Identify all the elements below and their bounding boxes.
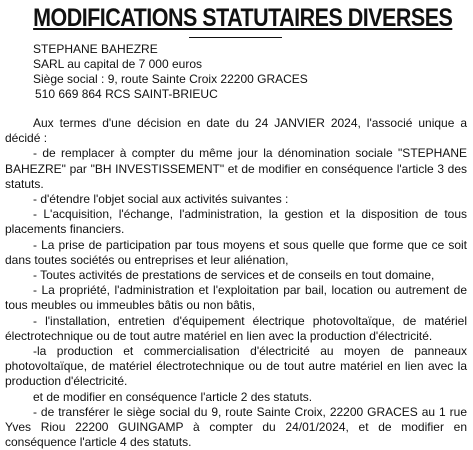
notice-paragraph: - L'acquisition, l'échange, l'administration, la gestion et la disposition de tous placements financiers. <box>5 207 467 237</box>
notice-paragraph: - de remplacer à compter du même jour la dénomination sociale "STEPHANE BAHEZRE" par "BH INVESTISSEMENT" et de modifier en conséquence l'article 3 des statuts. <box>5 146 467 191</box>
title-divider <box>189 37 282 38</box>
notice-paragraph: - d'étendre l'objet social aux activités suivantes : <box>33 192 289 207</box>
company-office: Siège social : 9, route Sainte Croix 22200 GRACES <box>33 72 308 86</box>
notice-title: MODIFICATIONS STATUTAIRES DIVERSES <box>33 4 453 32</box>
notice-paragraph: et de modifier en conséquence l'article 2 des statuts. <box>33 389 313 404</box>
notice-paragraph: - La propriété, l'administration et l'exploitation par bail, location ou autrement de tous meubles ou immeubles bâtis ou non bâtis, <box>5 283 467 313</box>
notice-paragraph: - l'installation, entretien d'équipement électrique photovoltaïque, de matériel électrotechnique ou de tout autre matériel en lien avec la production d'électricité. <box>5 313 467 343</box>
notice-paragraph: - La prise de participation par tous moyens et sous quelle que forme que ce soit dans toutes sociétés ou entreprises et leur aliénation, <box>5 237 467 267</box>
company-name: STEPHANE BAHEZRE <box>33 42 158 56</box>
notice-paragraph: - de transférer le siège social du 9, route Sainte Croix, 22200 GRACES au 1 rue Yves Riou 22200 GUINGAMP à compter du 24/01/2024, et de modifier en conséquence l'article 4 des statuts. <box>5 404 467 450</box>
notice-paragraph: -la production et commercialisation d'électricité au moyen de panneaux photovoltaïque, de matériel électrotechnique ou de tout autre matériel en lien avec la production d'électricité. <box>5 344 467 389</box>
company-capital: SARL au capital de 7 000 euros <box>33 57 203 71</box>
notice-paragraph: Aux termes d'une décision en date du 24 JANVIER 2024, l'associé unique a décidé : <box>5 116 467 146</box>
company-header <box>33 42 308 102</box>
company-rcs: 510 669 864 RCS SAINT-BRIEUC <box>35 87 218 101</box>
notice-body <box>5 116 467 450</box>
notice-paragraph: - Toutes activités de prestations de services et de conseils en tout domaine, <box>33 268 435 283</box>
